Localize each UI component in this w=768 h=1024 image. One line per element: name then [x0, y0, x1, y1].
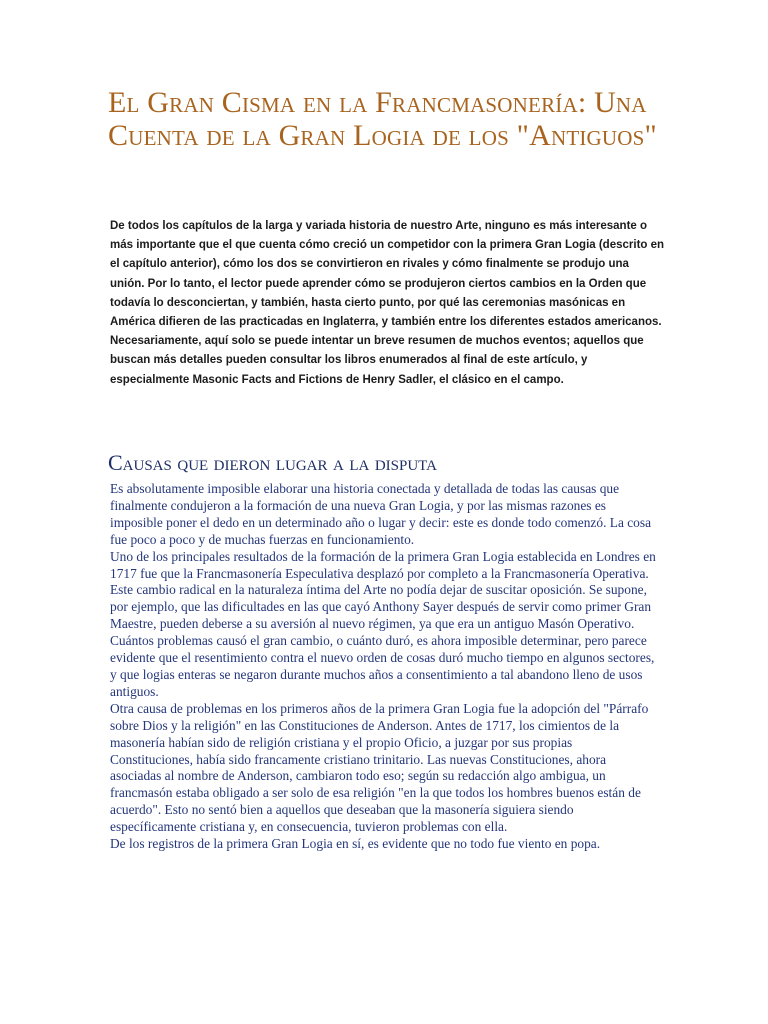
section-heading: Causas que dieron lugar a la disputa — [108, 450, 437, 475]
intro-paragraph: De todos los capítulos de la larga y variada historia de nuestro Arte, ninguno es más interesante o más importante que el que cuenta cómo creció un competidor con la primera Gran Logia (descrito en el capítulo anterior), cómo los dos se convirtieron en rivales y cómo finalmente se produjo una unión. Por lo tanto, el lector puede aprender cómo se produjeron ciertos cambios en la Orden que todavía lo desconciertan, y también, hasta cierto punto, por qué las ceremonias masónicas en América difieren de las practicadas en Inglaterra, y también entre los diferentes estados americanos. Necesariamente, aquí solo se puede intentar un breve resumen de muchos eventos; aquellos que buscan más detalles pueden consultar los libros enumerados al final de este artículo, y especialmente Masonic Facts and Fictions de Henry Sadler, el clásico en el campo. — [110, 220, 665, 386]
section-body — [110, 481, 656, 853]
body-paragraph: Es absolutamente imposible elaborar una historia conectada y detallada de todas las causas que finalmente condujeron a la formación de una nueva Gran Logia, y por las mismas razones es imposible poner el dedo en un determinado año o lugar y decir: este es donde todo comenzó. La cosa fue poco a poco y de muchas fuerzas en funcionamiento. — [110, 481, 652, 547]
body-paragraph: Otra causa de problemas en los primeros años de la primera Gran Logia fue la adopción del "Párrafo sobre Dios y la religión" en las Constituciones de Anderson. Antes de 1717, los cimientos de la masonería habían sido de religión cristiana y el propio Oficio, a juzgar por sus propias Constituciones, había sido francamente cristiano trinitario. Las nuevas Constituciones, ahora asociadas al nombre de Anderson, cambiaron todo eso; según su redacción algo ambigua, un francmasón estaba obligado a ser solo de esa religión "en la que todos los hombres buenos están de acuerdo". Esto no sentó bien a aquellos que deseaban que la masonería siguiera siendo específicamente cristiana y, en consecuencia, tuvieron problemas con ella. — [110, 700, 649, 835]
body-paragraph: De los registros de la primera Gran Logia en sí, es evidente que no todo fue viento en popa. — [110, 836, 601, 852]
body-paragraph: Uno de los principales resultados de la formación de la primera Gran Logia establecida en Londres en 1717 fue que la Francmasonería Especulativa desplazó por completo a la Francmasonería Operativa. Este cambio radical en la naturaleza íntima del Arte no podía dejar de suscitar oposición. Se supone, por ejemplo, que las dificultades en las que cayó Anthony Sayer después de servir como primer Gran Maestre, pueden deberse a su aversión al nuevo régimen, ya que era un antiguo Masón Operativo. Cuántos problemas causó el gran cambio, o cuánto duró, es ahora imposible determinar, pero parece evidente que el resentimiento contra el nuevo orden de cosas duró mucho tiempo en algunos sectores, y que logias enteras se negaron durante muchos años a consentimiento a tal abandono lleno de usos antiguos. — [110, 548, 656, 699]
document-title: El Gran Cisma en la Francmasonería: Una Cuenta de la Gran Logia de los "Antiguos" — [108, 86, 657, 152]
